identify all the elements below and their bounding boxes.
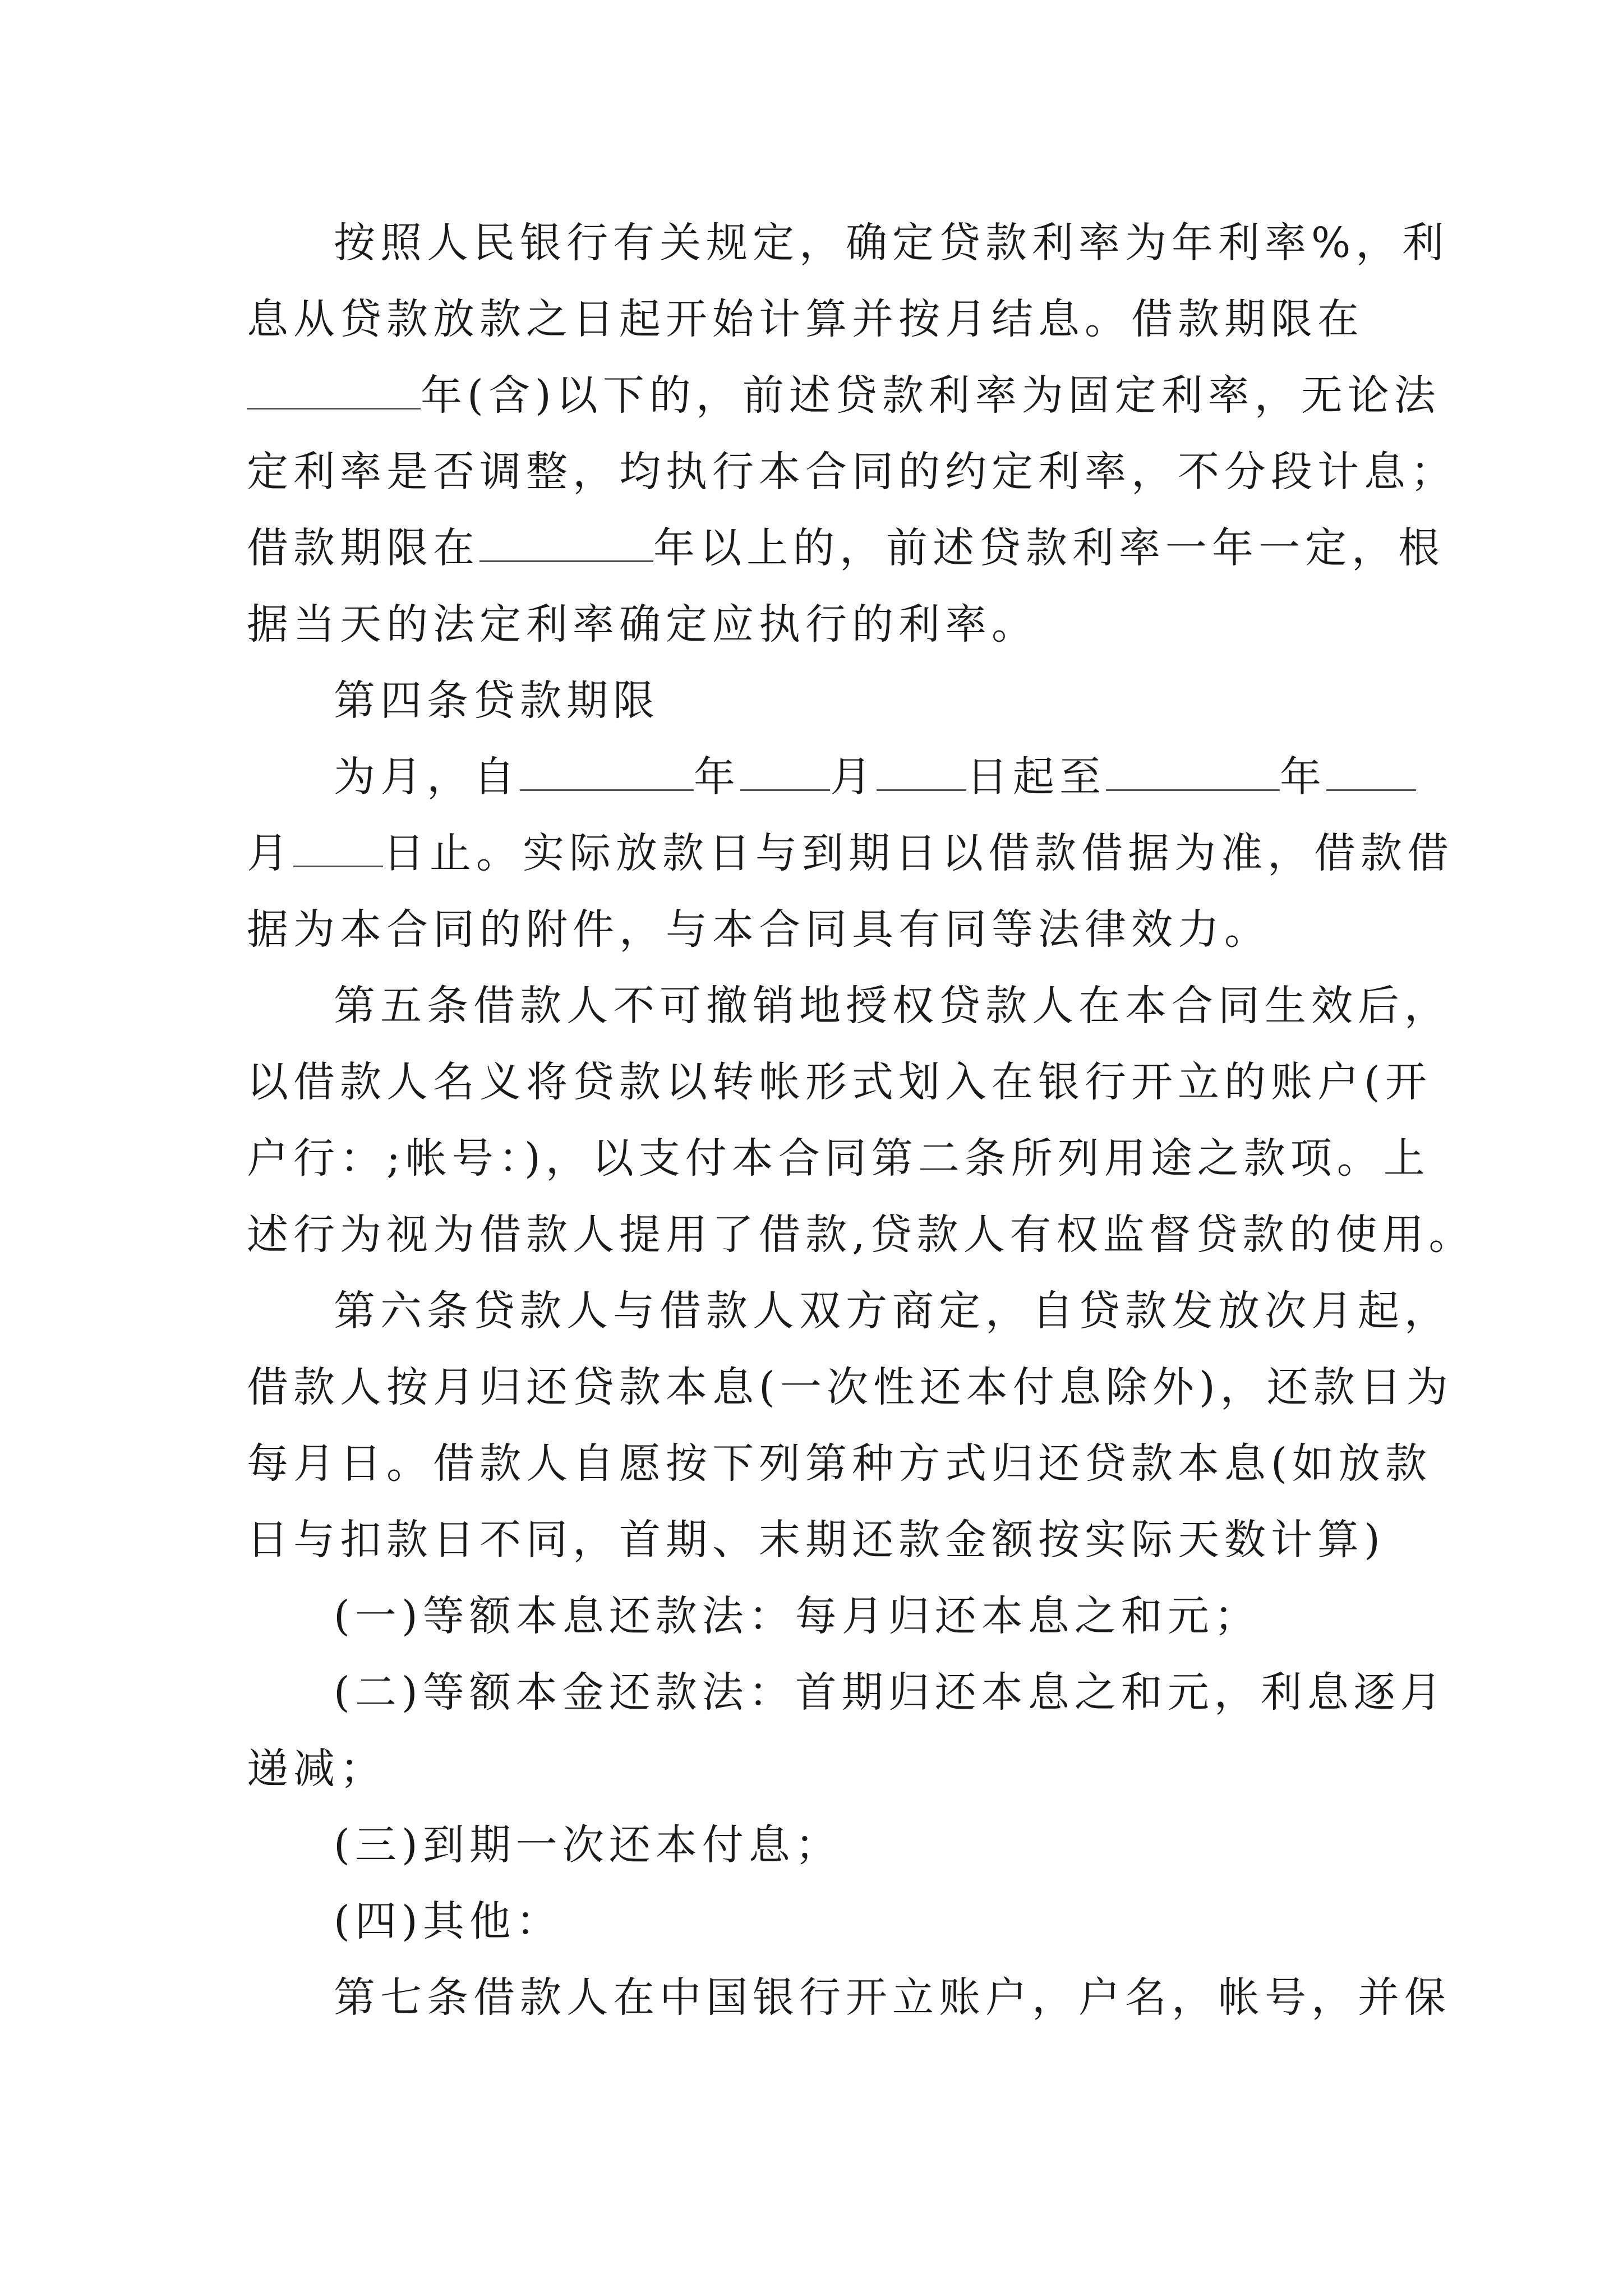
- text-line: [247, 815, 1454, 891]
- fill-blank: [293, 831, 383, 867]
- text-line: [247, 1349, 1453, 1425]
- fill-blank: [520, 754, 694, 791]
- text-segment: 日与扣款日不同，首期、末期还款金额按实际天数计算): [247, 1516, 1385, 1564]
- text-line: [247, 968, 1451, 1044]
- list-item: [247, 1883, 1385, 1959]
- text-segment: (一)等额本息还款法：每月归还本息之和元；: [334, 1592, 1261, 1640]
- text-segment: 年: [1280, 753, 1326, 801]
- fill-blank: [877, 754, 966, 791]
- text-line: [247, 586, 1385, 662]
- text-segment: 每月日。借款人自愿按下列第种方式归还贷款本息(如放款: [247, 1439, 1432, 1488]
- text-segment: 年: [694, 753, 740, 801]
- text-line: [247, 205, 1449, 281]
- text-line: [247, 1273, 1451, 1349]
- text-line: [247, 281, 1385, 357]
- text-segment: (三)到期一次还本付息；: [334, 1821, 842, 1869]
- list-item: [247, 1578, 1385, 1654]
- fill-blank: [247, 373, 421, 409]
- text-segment: 据为本合同的附件，与本合同具有同等法律效力。: [247, 905, 1271, 954]
- text-segment: 月: [247, 829, 293, 877]
- text-line: [247, 739, 1385, 815]
- text-line: [247, 1044, 1432, 1120]
- text-segment: 按照人民银行有关规定，确定贷款利率为年利率%，利: [334, 219, 1449, 267]
- text-segment: 息从贷款放款之日起开始计算并按月结息。借款期限在: [247, 295, 1364, 343]
- text-line: [247, 510, 1445, 586]
- text-line: [247, 1120, 1430, 1197]
- text-segment: 据当天的法定利率确定应执行的利率。: [247, 600, 1038, 648]
- text-segment: 户行：;帐号：)，以支付本合同第二条所列用途之款项。上: [247, 1134, 1430, 1182]
- text-segment: 借款期限在: [247, 524, 479, 572]
- contract-text: [247, 205, 1476, 2036]
- text-line: [247, 357, 1441, 434]
- text-line: [247, 434, 1457, 510]
- section-heading: [247, 662, 1385, 739]
- text-line: [247, 891, 1385, 968]
- text-line: [247, 1731, 1385, 1807]
- text-segment: 年以上的，前述贷款利率一年一定，根: [653, 524, 1445, 572]
- fill-blank: [740, 754, 830, 791]
- text-segment: (四)其他：: [334, 1897, 562, 1945]
- text-segment: 以借款人名义将贷款以转帐形式划入在银行开立的账户(开: [247, 1058, 1432, 1106]
- list-item: [247, 1654, 1447, 1731]
- fill-blank: [1106, 754, 1280, 791]
- text-line: [247, 1425, 1432, 1502]
- text-segment: 第五条借款人不可撤销地授权贷款人在本合同生效后，: [334, 982, 1451, 1030]
- text-segment: 日止。实际放款日与到期日以借款借据为准，借款借: [383, 829, 1454, 877]
- text-segment: 递减；: [247, 1745, 386, 1793]
- text-line: [247, 1197, 1476, 1273]
- text-segment: 日起至: [966, 753, 1106, 801]
- text-segment: 为月，自: [334, 753, 520, 801]
- section-heading: [247, 1959, 1451, 2036]
- text-segment: (二)等额本金还款法：首期归还本息之和元，利息逐月: [334, 1668, 1447, 1717]
- fill-blank: [1326, 754, 1416, 791]
- text-segment: 借款人按月归还贷款本息(一次性还本付息除外)，还款日为: [247, 1363, 1453, 1411]
- text-segment: 第四条贷款期限: [334, 677, 660, 725]
- text-line: [247, 1502, 1385, 1578]
- fill-blank: [479, 526, 653, 562]
- list-item: [247, 1807, 1385, 1883]
- text-segment: 月: [830, 753, 877, 801]
- text-segment: 第七条借款人在中国银行开立账户，户名，帐号，并保: [334, 1973, 1451, 2022]
- text-segment: 第六条贷款人与借款人双方商定，自贷款发放次月起，: [334, 1287, 1451, 1335]
- text-segment: 述行为视为借款人提用了借款,贷款人有权监督贷款的使用。: [247, 1211, 1476, 1259]
- text-segment: 定利率是否调整，均执行本合同的约定利率，不分段计息；: [247, 448, 1457, 496]
- text-segment: 年(含)以下的，前述贷款利率为固定利率，无论法: [421, 371, 1441, 420]
